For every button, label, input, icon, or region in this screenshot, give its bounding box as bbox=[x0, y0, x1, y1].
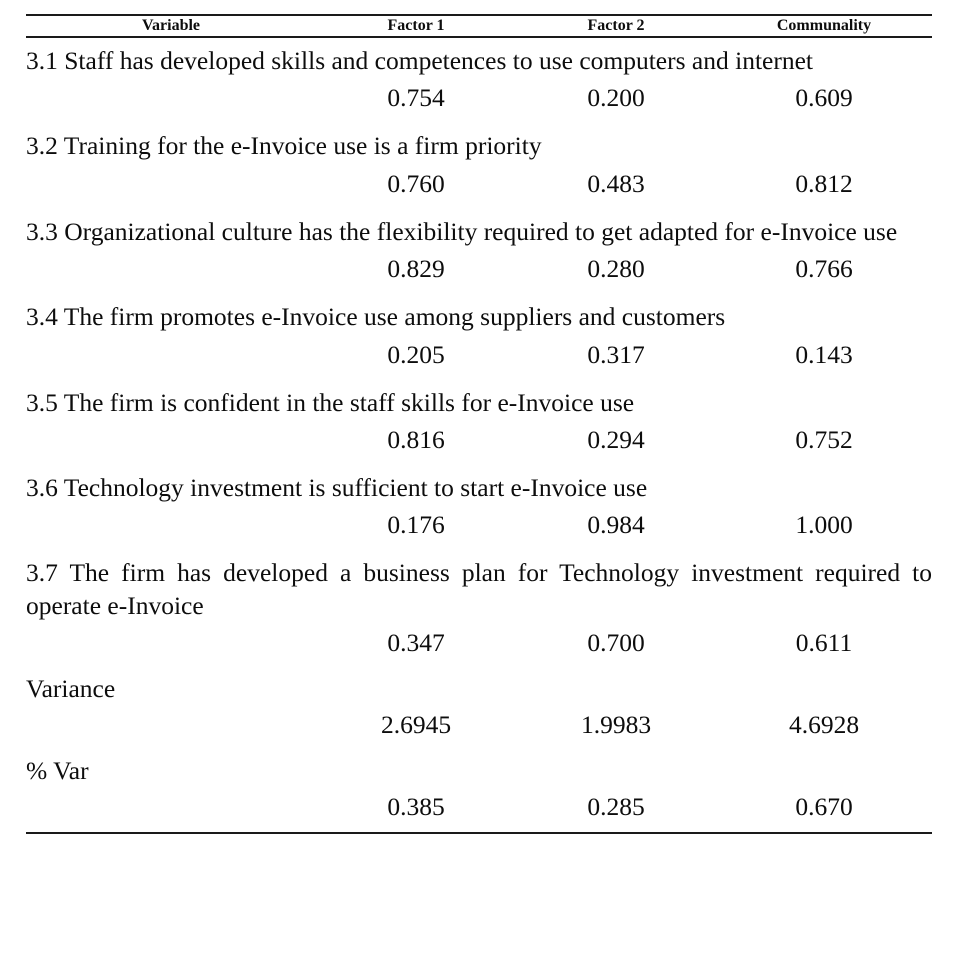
table-row bbox=[26, 750, 932, 788]
table-row bbox=[26, 706, 932, 750]
table-row bbox=[26, 294, 932, 335]
table-row bbox=[26, 380, 932, 421]
cell-factor-1: 0.754 bbox=[387, 83, 445, 113]
row-label: 3.6 Technology investment is sufficient to start e-Invoice use bbox=[26, 472, 648, 502]
row-label-spacer bbox=[26, 336, 316, 380]
cell-communality: 0.611 bbox=[795, 628, 853, 657]
column-header-communality: Communality bbox=[776, 17, 872, 34]
table-row bbox=[26, 624, 932, 668]
cell-communality: 0.143 bbox=[795, 339, 853, 369]
table-header-row bbox=[26, 16, 932, 36]
cell-factor-1: 0.385 bbox=[387, 792, 445, 821]
table-row bbox=[26, 123, 932, 164]
row-label: 3.3 Organizational culture has the flexibility required to get adapted for e-Invoice use bbox=[26, 216, 898, 246]
cell-communality: 0.609 bbox=[795, 83, 853, 113]
row-label: 3.2 Training for the e-Invoice use is a firm priority bbox=[26, 131, 542, 161]
row-label-variance: Variance bbox=[26, 674, 116, 703]
row-label-spacer bbox=[26, 165, 316, 209]
cell-factor-2: 0.200 bbox=[587, 83, 645, 113]
cell-factor-2: 0.280 bbox=[587, 254, 645, 284]
table-row bbox=[26, 550, 932, 624]
table-row bbox=[26, 668, 932, 706]
cell-factor-2: 0.294 bbox=[587, 424, 645, 454]
row-label: 3.4 The firm promotes e-Invoice use among suppliers and customers bbox=[26, 302, 726, 332]
row-label-spacer bbox=[26, 624, 316, 668]
cell-communality: 0.766 bbox=[795, 254, 853, 284]
cell-factor-2: 0.700 bbox=[587, 628, 645, 657]
cell-factor-1: 0.816 bbox=[387, 424, 445, 454]
table-row bbox=[26, 788, 932, 832]
row-label-spacer bbox=[26, 250, 316, 294]
table-row bbox=[26, 465, 932, 506]
row-label-spacer bbox=[26, 706, 316, 750]
table-row bbox=[26, 421, 932, 465]
table-row bbox=[26, 250, 932, 294]
cell-communality: 0.752 bbox=[795, 424, 853, 454]
cell-factor-2: 0.317 bbox=[587, 339, 645, 369]
row-label-spacer bbox=[26, 79, 316, 123]
table-row bbox=[26, 336, 932, 380]
column-header-factor-1: Factor 1 bbox=[387, 17, 445, 34]
cell-factor-2: 0.285 bbox=[587, 792, 645, 821]
factor-analysis-table bbox=[26, 14, 932, 834]
cell-communality: 4.6928 bbox=[788, 710, 860, 739]
row-label: 3.5 The firm is confident in the staff skills for e-Invoice use bbox=[26, 387, 635, 417]
cell-factor-1: 0.829 bbox=[387, 254, 445, 284]
cell-communality: 0.670 bbox=[795, 792, 853, 821]
row-label-spacer bbox=[26, 788, 316, 832]
row-label-percent-var: % Var bbox=[26, 756, 89, 785]
row-label-spacer bbox=[26, 421, 316, 465]
row-label: 3.7 The firm has developed a business plan for Technology investment required to operate e-Invoice bbox=[26, 558, 932, 620]
table-row bbox=[26, 209, 932, 250]
table-row bbox=[26, 165, 932, 209]
cell-factor-2: 1.9983 bbox=[580, 710, 652, 739]
cell-factor-1: 0.347 bbox=[387, 628, 445, 657]
table-row bbox=[26, 506, 932, 550]
cell-factor-1: 0.176 bbox=[387, 510, 445, 540]
cell-factor-1: 0.205 bbox=[387, 339, 445, 369]
table-row bbox=[26, 79, 932, 123]
cell-factor-1: 2.6945 bbox=[380, 710, 452, 739]
table-bottom-rule bbox=[26, 832, 932, 833]
cell-factor-2: 0.984 bbox=[587, 510, 645, 540]
column-header-variable: Variable bbox=[141, 17, 201, 34]
cell-communality: 1.000 bbox=[795, 510, 853, 540]
column-header-factor-2: Factor 2 bbox=[587, 17, 645, 34]
row-label-spacer bbox=[26, 506, 316, 550]
cell-factor-2: 0.483 bbox=[587, 168, 645, 198]
row-label: 3.1 Staff has developed skills and competences to use computers and internet bbox=[26, 46, 813, 75]
cell-communality: 0.812 bbox=[795, 168, 853, 198]
cell-factor-1: 0.760 bbox=[387, 168, 445, 198]
table-row bbox=[26, 37, 932, 79]
document-page bbox=[0, 14, 958, 975]
